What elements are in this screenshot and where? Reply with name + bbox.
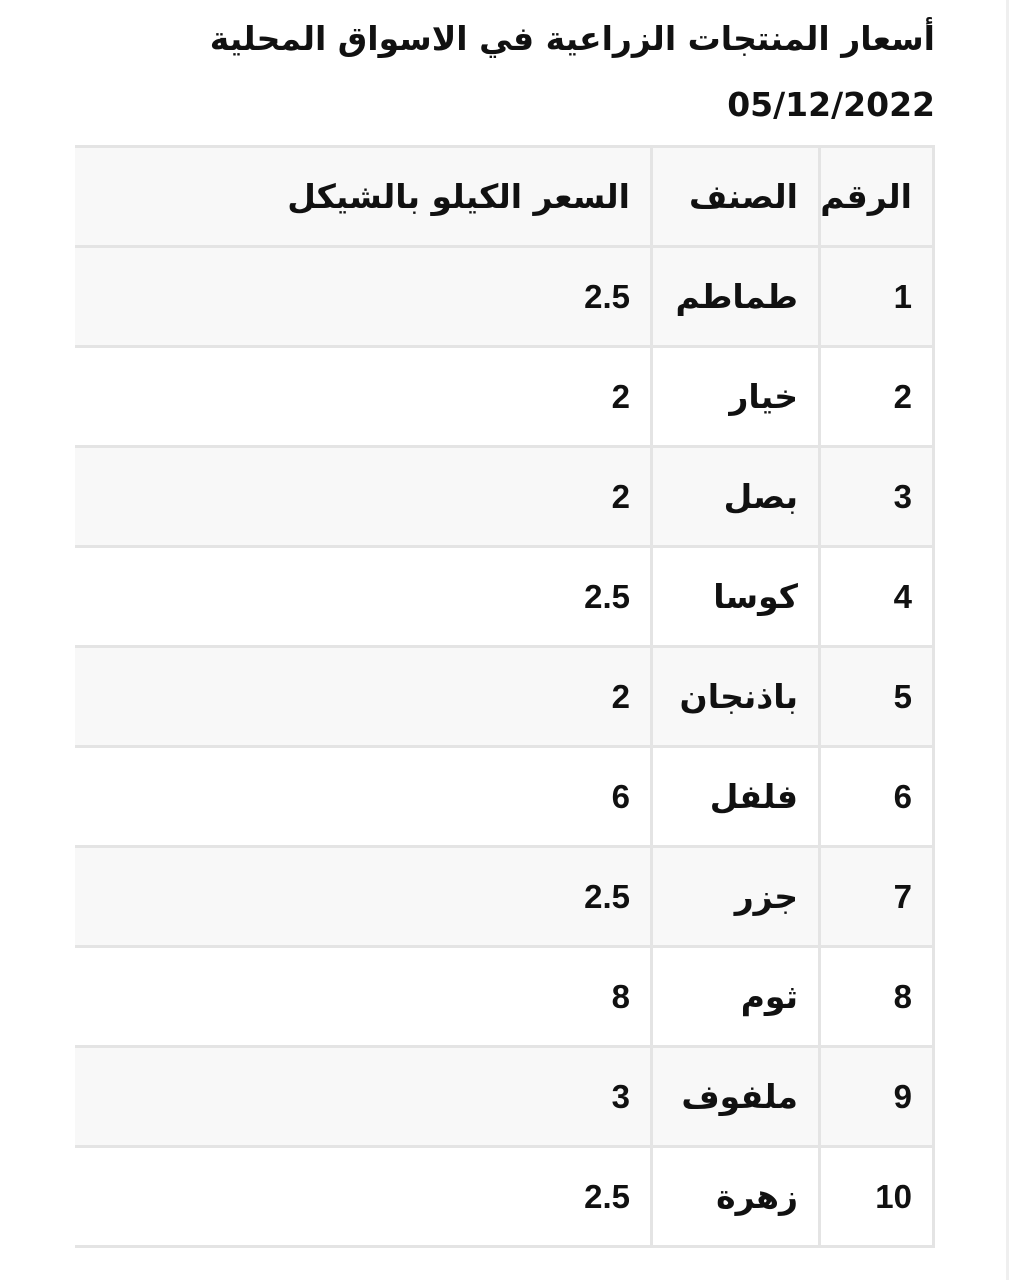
row-number: 6 bbox=[820, 747, 934, 847]
header-price: السعر الكيلو بالشيكل bbox=[75, 147, 652, 247]
row-item: زهرة bbox=[652, 1147, 820, 1247]
table-row bbox=[75, 1147, 934, 1247]
row-number: 9 bbox=[820, 1047, 934, 1147]
row-number: 3 bbox=[820, 447, 934, 547]
row-number: 8 bbox=[820, 947, 934, 1047]
row-item: بصل bbox=[652, 447, 820, 547]
table-row bbox=[75, 447, 934, 547]
table-row bbox=[75, 847, 934, 947]
page-title: أسعار المنتجات الزراعية في الاسواق المحلية bbox=[209, 19, 935, 58]
table-row bbox=[75, 647, 934, 747]
table-body bbox=[75, 247, 934, 1247]
row-number: 5 bbox=[820, 647, 934, 747]
table-row bbox=[75, 347, 934, 447]
row-number: 10 bbox=[820, 1147, 934, 1247]
row-price: 3 bbox=[75, 1047, 652, 1147]
row-item: طماطم bbox=[652, 247, 820, 347]
row-price: 2 bbox=[75, 447, 652, 547]
row-item: كوسا bbox=[652, 547, 820, 647]
row-price: 2.5 bbox=[75, 547, 652, 647]
header-number: الرقم bbox=[820, 147, 934, 247]
row-number: 7 bbox=[820, 847, 934, 947]
header-item: الصنف bbox=[652, 147, 820, 247]
table-row bbox=[75, 1047, 934, 1147]
prices-table bbox=[75, 145, 935, 1248]
row-number: 1 bbox=[820, 247, 934, 347]
row-price: 2.5 bbox=[75, 1147, 652, 1247]
row-item: ملفوف bbox=[652, 1047, 820, 1147]
row-number: 2 bbox=[820, 347, 934, 447]
row-item: باذنجان bbox=[652, 647, 820, 747]
row-price: 2 bbox=[75, 647, 652, 747]
row-item: فلفل bbox=[652, 747, 820, 847]
row-number: 4 bbox=[820, 547, 934, 647]
row-price: 2.5 bbox=[75, 847, 652, 947]
table-row bbox=[75, 947, 934, 1047]
row-price: 2 bbox=[75, 347, 652, 447]
row-item: خيار bbox=[652, 347, 820, 447]
header-row bbox=[75, 147, 934, 247]
row-item: جزر bbox=[652, 847, 820, 947]
row-price: 2.5 bbox=[75, 247, 652, 347]
price-date: 05/12/2022 bbox=[727, 85, 935, 124]
prices-table-container bbox=[75, 145, 935, 1248]
table-row bbox=[75, 247, 934, 347]
row-price: 6 bbox=[75, 747, 652, 847]
row-item: ثوم bbox=[652, 947, 820, 1047]
table-header bbox=[75, 147, 934, 247]
table-row bbox=[75, 747, 934, 847]
row-price: 8 bbox=[75, 947, 652, 1047]
table-row bbox=[75, 547, 934, 647]
